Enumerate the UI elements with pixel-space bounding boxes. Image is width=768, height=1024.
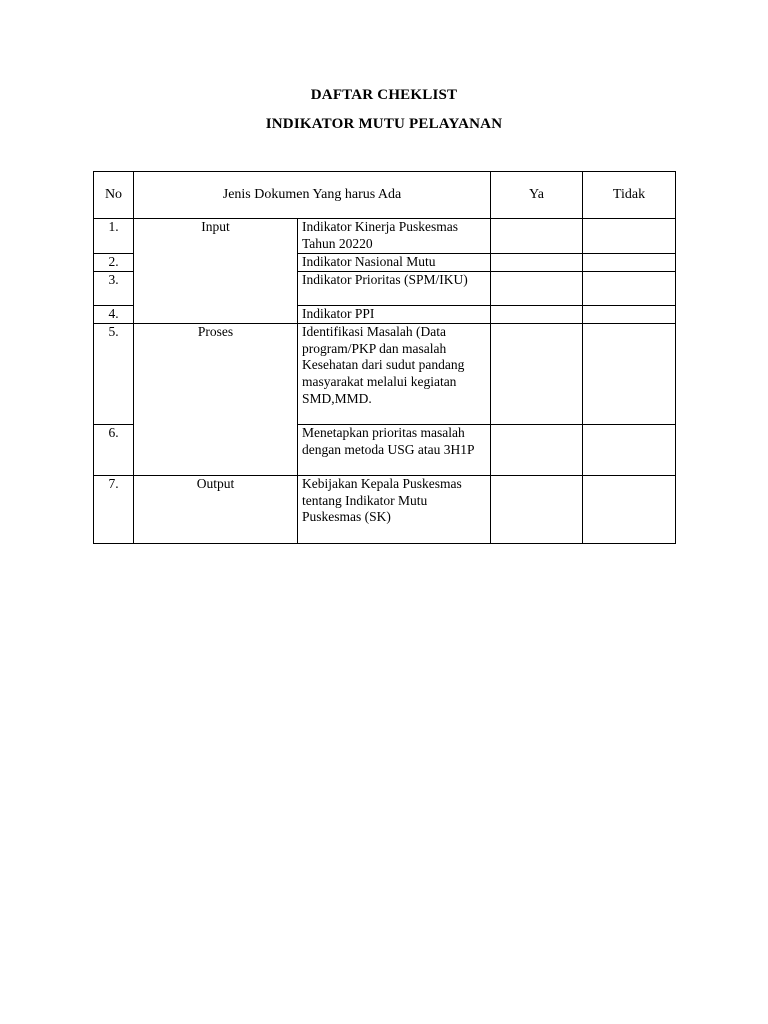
- tidak-cell[interactable]: [583, 305, 676, 323]
- checklist-table: [93, 171, 676, 544]
- ya-cell[interactable]: [491, 323, 583, 424]
- table-row: [94, 219, 676, 254]
- document-name: Indikator Prioritas (SPM/IKU): [298, 271, 491, 305]
- document-name: Menetapkan prioritas masalah dengan metoda USG atau 3H1P: [298, 424, 491, 475]
- tidak-cell[interactable]: [583, 219, 676, 254]
- header-jenis-dokumen: Jenis Dokumen Yang harus Ada: [134, 172, 491, 219]
- ya-cell[interactable]: [491, 475, 583, 543]
- ya-cell[interactable]: [491, 424, 583, 475]
- row-number: 4.: [94, 305, 134, 323]
- document-subtitle: INDIKATOR MUTU PELAYANAN: [265, 116, 503, 132]
- document-name: Identifikasi Masalah (Data program/PKP dan masalah Kesehatan dari sudut pandang masyarakat melalui kegiatan SMD,MMD.: [298, 323, 491, 424]
- tidak-cell[interactable]: [583, 424, 676, 475]
- row-number: 1.: [94, 219, 134, 254]
- category-proses: Proses: [134, 323, 298, 475]
- table-row: [94, 323, 676, 424]
- ya-cell[interactable]: [491, 219, 583, 254]
- category-input: Input: [134, 219, 298, 324]
- header-ya: Ya: [491, 172, 583, 219]
- ya-cell[interactable]: [491, 271, 583, 305]
- row-number: 7.: [94, 475, 134, 543]
- row-number: 6.: [94, 424, 134, 475]
- header-tidak: Tidak: [583, 172, 676, 219]
- tidak-cell[interactable]: [583, 475, 676, 543]
- tidak-cell[interactable]: [583, 254, 676, 272]
- ya-cell[interactable]: [491, 254, 583, 272]
- document-name: Kebijakan Kepala Puskesmas tentang Indikator Mutu Puskesmas (SK): [298, 475, 491, 543]
- ya-cell[interactable]: [491, 305, 583, 323]
- row-number: 5.: [94, 323, 134, 424]
- document-name: Indikator Nasional Mutu: [298, 254, 491, 272]
- table-row: [94, 475, 676, 543]
- document-title: DAFTAR CHEKLIST: [310, 87, 458, 103]
- tidak-cell[interactable]: [583, 323, 676, 424]
- row-number: 3.: [94, 271, 134, 305]
- row-number: 2.: [94, 254, 134, 272]
- category-output: Output: [134, 475, 298, 543]
- document-name: Indikator PPI: [298, 305, 491, 323]
- document-name: Indikator Kinerja Puskesmas Tahun 20220: [298, 219, 491, 254]
- tidak-cell[interactable]: [583, 271, 676, 305]
- header-no: No: [94, 172, 134, 219]
- table-header-row: [94, 172, 676, 219]
